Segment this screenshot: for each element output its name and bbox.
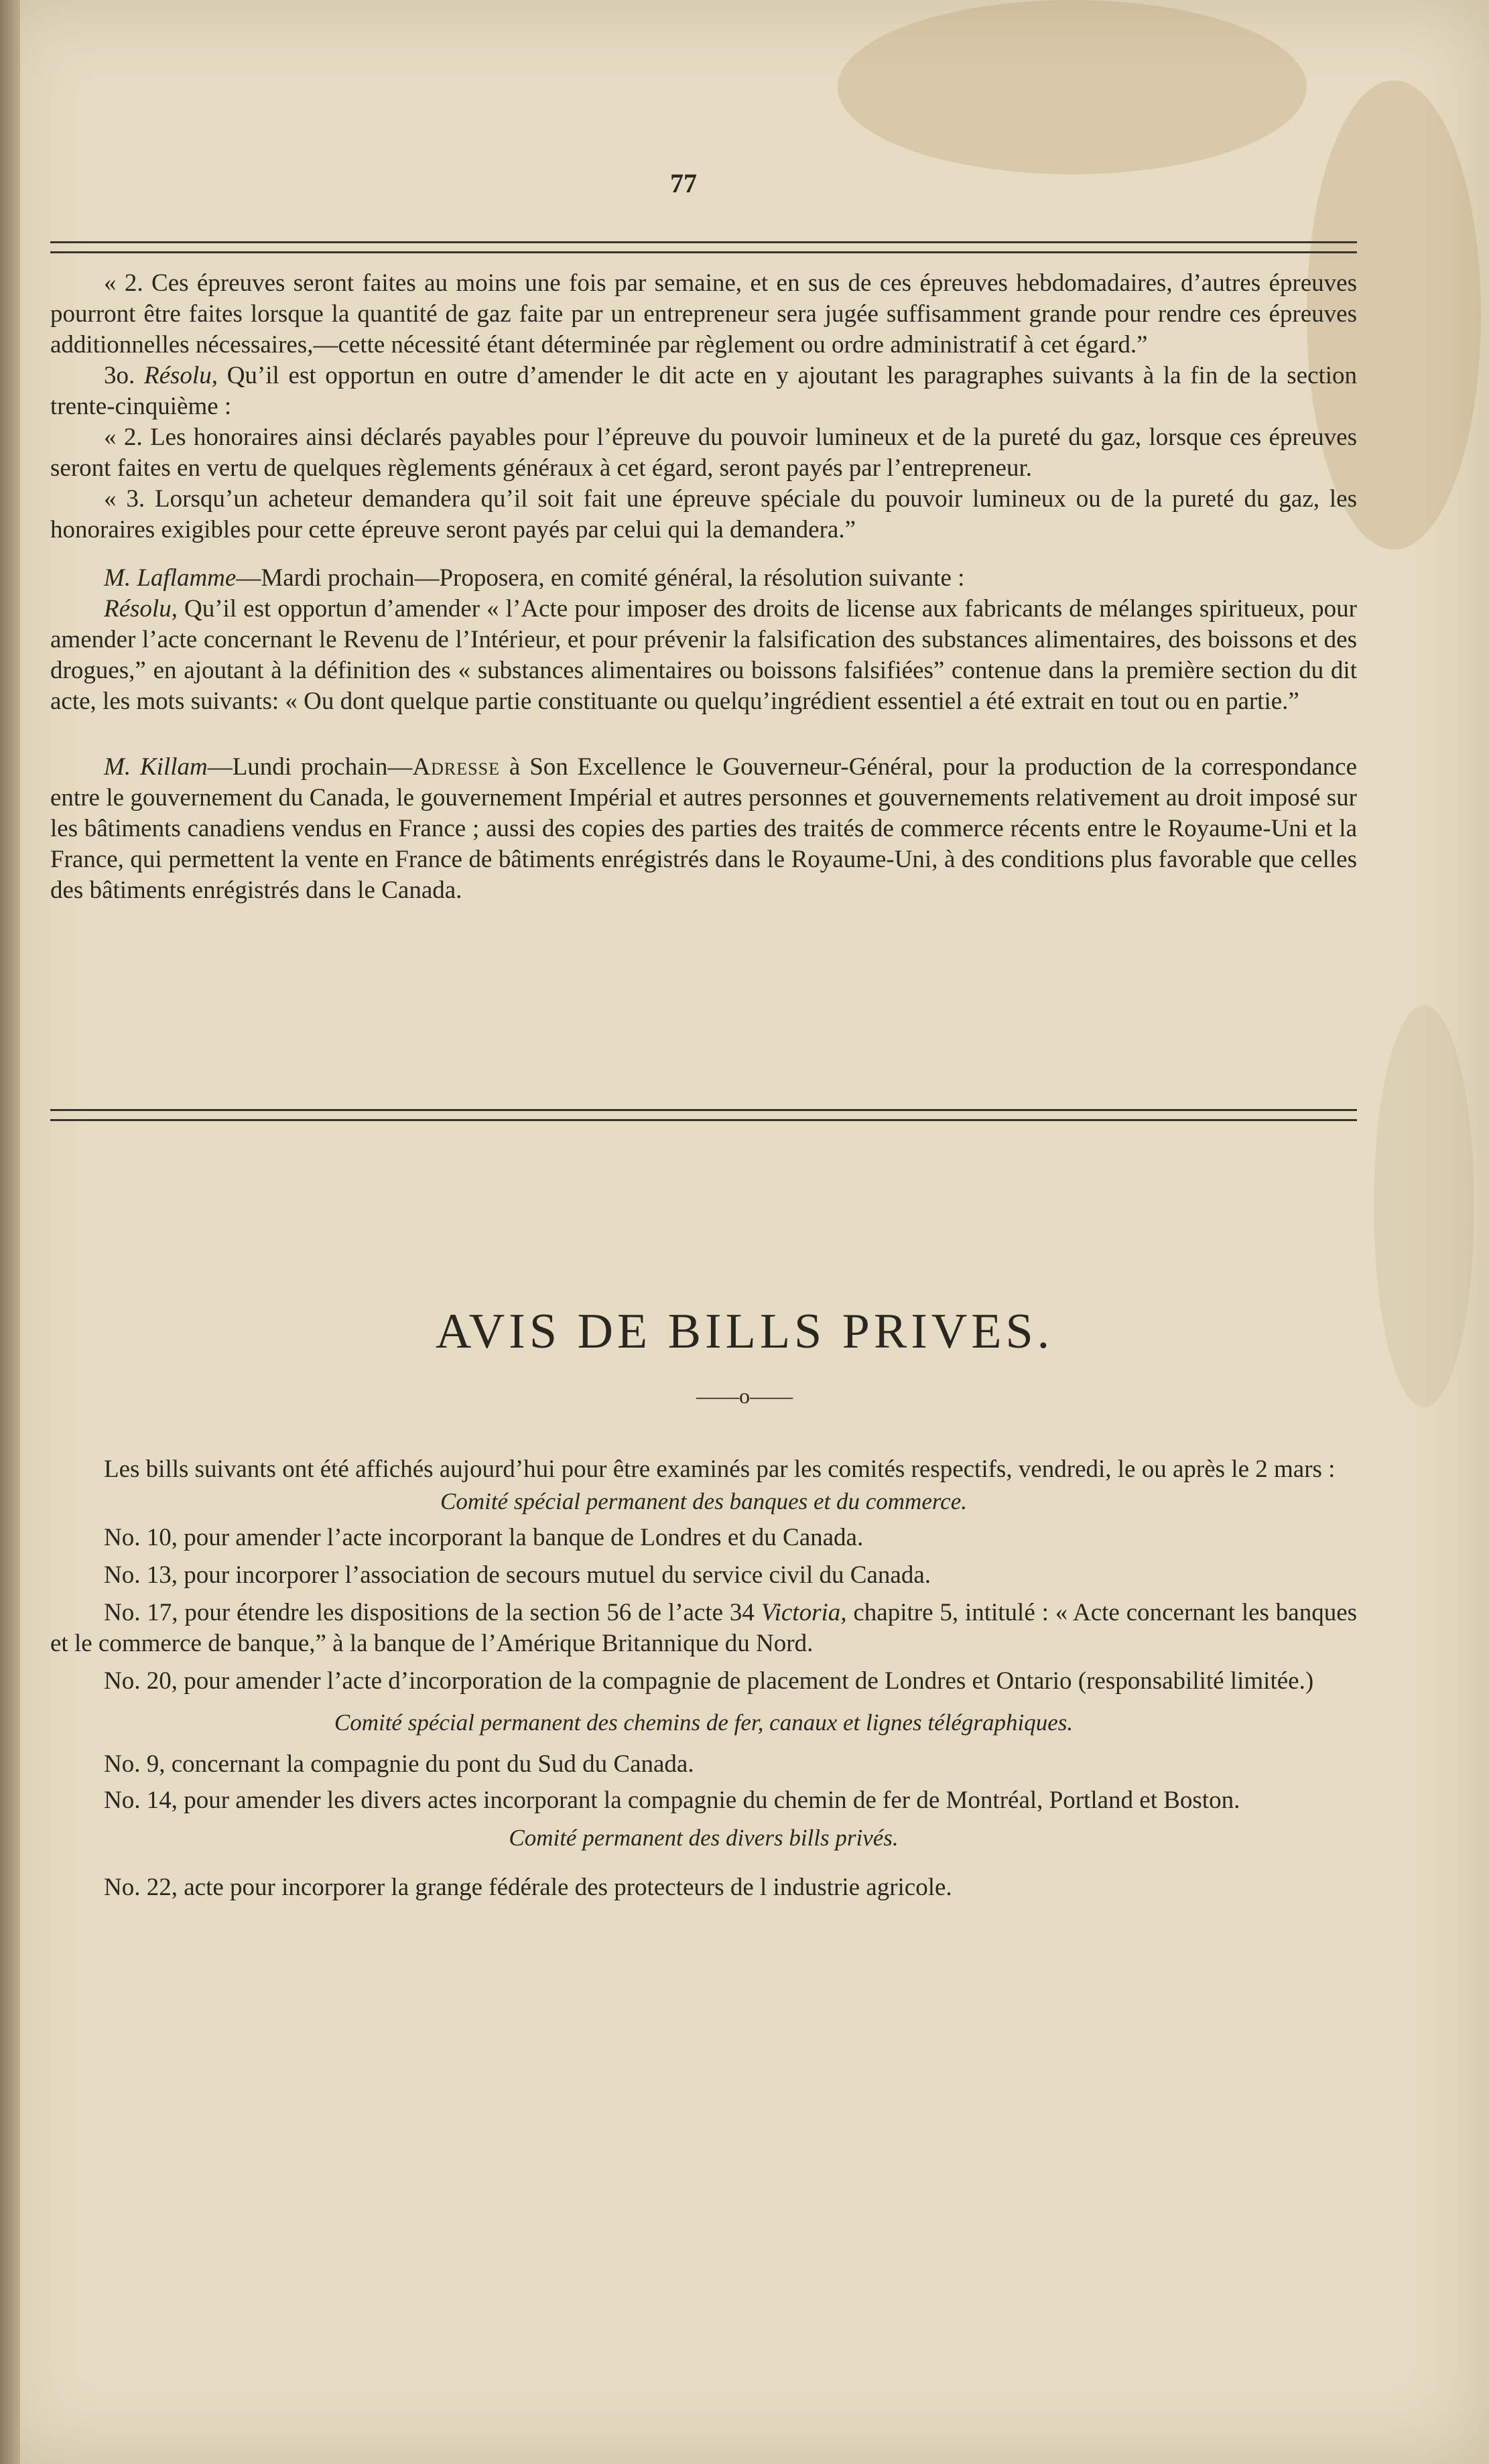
paragraph-epreuves: « 2. Ces épreuves seront faites au moins une fois par semaine, et en sus de ces épreuves hebdomadaires, d’autres épreuves pourront être faites lorsque la quantité de gaz faite par un entrepreneur sera jugée suffisamment grande pour rendre ces épreuves additionnelles nécessaires,—cette nécessité étant déterminée par règlement ou ordre administratif à cet égard.” bbox=[50, 269, 1357, 359]
committee-chemins-de-fer: Comité spécial permanent des chemins de fer, canaux et lignes télégraphiques. bbox=[334, 1709, 1074, 1736]
notice-title: AVIS DE BILLS PRIVES. bbox=[435, 1304, 1054, 1359]
bill-item: No. 20, pour amender l’acte d’incorporation de la compagnie de placement de Londres et Ontario (responsabilité limitée.) bbox=[104, 1667, 1314, 1695]
killam-notice bbox=[50, 752, 1357, 906]
adresse-label: Adresse bbox=[412, 753, 500, 781]
killam-text: à Son Excellence le Gouverneur-Général, pour la production de la correspondance entre le gouvernement du Canada, le gouvernement Impérial et autres personnes et gouvernements relativement au droit imposé sur les bâtiments canadiens vendus en France ; aussi des copies des parties des traités de commerce récents entre le Royaume-Uni et la France, qui permettent la vente en France de bâtiments enrégistrés dans le Royaume-Uni, à des conditions plus favorable que celles des bâtiments enrégistrés dans le Canada. bbox=[50, 753, 1358, 904]
section-rule bbox=[50, 1109, 1357, 1121]
paragraph-honoraires: « 2. Les honoraires ainsi déclarés payables pour l’épreuve du pouvoir lumineux et de la pureté du gaz, lorsque ces épreuves seront faites en vertu de quelques règlements généraux à cet égard, seront payés par l’entrepreneur. bbox=[50, 424, 1357, 482]
bill-item: No. 14, pour amender les divers actes incorporant la compagnie du chemin de fer de Montréal, Portland et Boston. bbox=[104, 1787, 1240, 1814]
killam-lead: —Lundi prochain— bbox=[207, 753, 413, 781]
resolu-license-paragraph bbox=[50, 594, 1357, 717]
committee-divers-bills: Comité permanent des divers bills privés. bbox=[509, 1825, 899, 1851]
laflamme-text: —Mardi prochain—Proposera, en comité général, la résolution suivante : bbox=[236, 564, 965, 592]
resolu-text: Qu’il est opportun d’amender « l’Acte pour imposer des droits de license aux fabricants de mélanges spiritueux, pour amender l’acte concernant le Revenu de l’Intérieur, et pour prévenir la falsification des substances alimentaires, des boissons et des drogues,” en ajoutant à la définition des « substances alimentaires ou boissons falsifiées” contenue dans la première section du dit acte, les mots suivants: « Ou dont quelque partie constituante ou quelqu’ingrédient essentiel a été extrait en tout ou en partie.” bbox=[50, 595, 1357, 715]
paper-stain bbox=[838, 0, 1307, 174]
bill-item: No. 13, pour incorporer l’association de secours mutuel du service civil du Canada. bbox=[104, 1561, 931, 1589]
laflamme-name: M. Laflamme bbox=[104, 564, 237, 592]
bill-item: No. 10, pour amender l’acte incorporant la banque de Londres et du Canada. bbox=[104, 1524, 864, 1551]
para-text: Qu’il est opportun en outre d’amender le dit acte en y ajoutant les paragraphes suivants à la fin de la section trente-cinquième : bbox=[50, 362, 1358, 420]
top-section bbox=[50, 268, 1357, 906]
bill-item: No. 22, acte pour incorporer la grange fédérale des protecteurs de l industrie agricole. bbox=[104, 1874, 952, 1901]
binding-edge bbox=[0, 0, 20, 2464]
page-number: 77 bbox=[670, 168, 697, 198]
para-number: 3o. bbox=[104, 362, 135, 389]
bill-item: No. 17, pour étendre les dispositions de la section 56 de l’acte 34 Victoria, chapitre 5, intitulé : « Acte concernant les banques et le commerce de banque,” à la banque de l’Amérique Britannique du Nord. bbox=[50, 1599, 1358, 1657]
committee-banques: Comité spécial permanent des banques et du commerce. bbox=[440, 1488, 967, 1514]
bill-item: No. 9, concernant la compagnie du pont du Sud du Canada. bbox=[104, 1750, 694, 1778]
resolu-label: Résolu, bbox=[104, 595, 178, 623]
notice-intro: Les bills suivants ont été affichés aujourd’hui pour être examinés par les comités respectifs, vendredi, le ou après le 2 mars : bbox=[104, 1455, 1336, 1483]
laflamme-notice bbox=[50, 563, 1357, 594]
private-bills-notice bbox=[50, 1454, 1357, 1903]
resolu-label: Résolu, bbox=[144, 362, 218, 389]
top-rule bbox=[50, 241, 1357, 253]
paragraph-resolu-3 bbox=[50, 361, 1357, 422]
paragraph-acheteur: « 3. Lorsqu’un acheteur demandera qu’il soit fait une épreuve spéciale du pouvoir lumineux ou de la pureté du gaz, les honoraires exigibles pour cette épreuve seront payés par celui qui la demandera.” bbox=[50, 485, 1357, 543]
title-separator: ——o—— bbox=[696, 1384, 793, 1408]
killam-name: M. Killam bbox=[104, 753, 208, 781]
